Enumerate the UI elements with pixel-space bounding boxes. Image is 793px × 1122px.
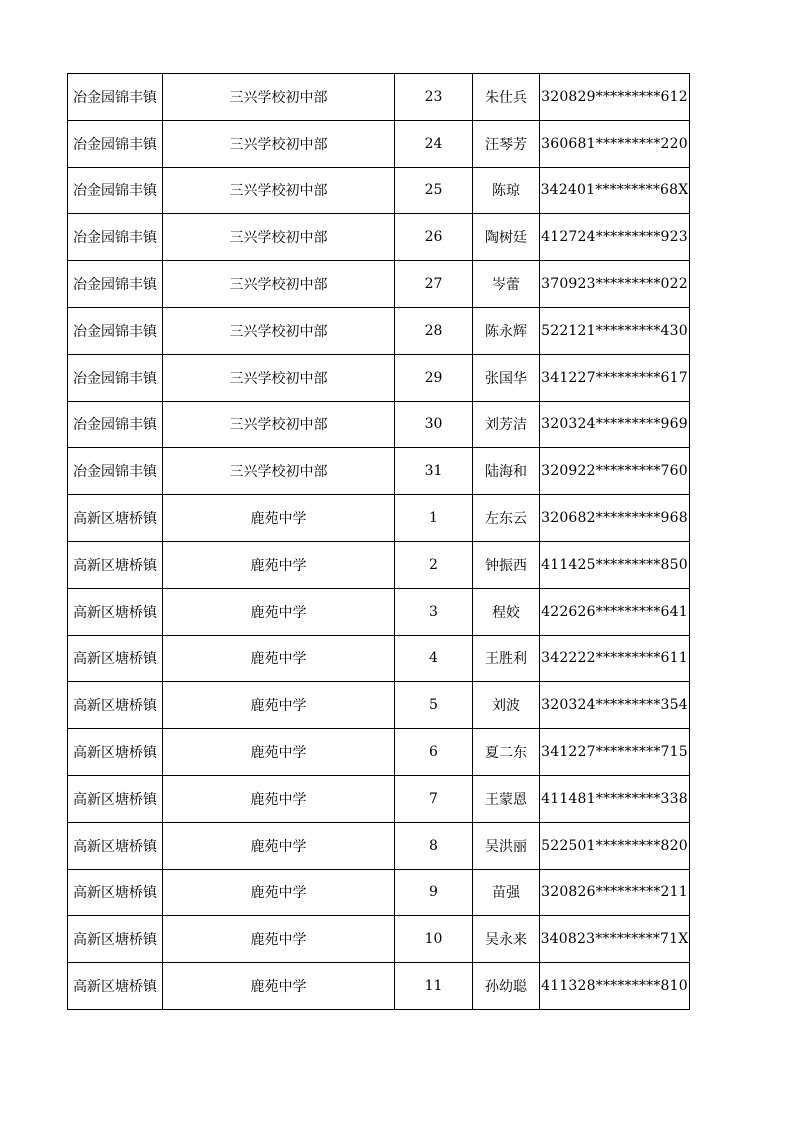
name-cell: 汪琴芳 — [473, 120, 540, 167]
roster-table — [67, 73, 690, 1010]
name-cell: 孙幼聪 — [473, 963, 540, 1010]
name-cell: 吴永来 — [473, 916, 540, 963]
table-row — [68, 307, 690, 354]
table-row — [68, 448, 690, 495]
school-cell: 鹿苑中学 — [163, 635, 395, 682]
school-cell: 鹿苑中学 — [163, 588, 395, 635]
name-cell: 王蒙恩 — [473, 775, 540, 822]
school-cell: 三兴学校初中部 — [163, 167, 395, 214]
town-cell: 冶金园锦丰镇 — [68, 74, 163, 121]
number-cell: 5 — [395, 682, 473, 729]
id-number-cell: 341227*********617 — [540, 354, 690, 401]
number-cell: 28 — [395, 307, 473, 354]
id-number-cell: 320829*********612 — [540, 74, 690, 121]
town-cell: 高新区塘桥镇 — [68, 495, 163, 542]
number-cell: 4 — [395, 635, 473, 682]
town-cell: 冶金园锦丰镇 — [68, 354, 163, 401]
school-cell: 鹿苑中学 — [163, 729, 395, 776]
table-row — [68, 354, 690, 401]
name-cell: 陈永辉 — [473, 307, 540, 354]
id-number-cell: 320826*********211 — [540, 869, 690, 916]
number-cell: 29 — [395, 354, 473, 401]
number-cell: 2 — [395, 541, 473, 588]
school-cell: 鹿苑中学 — [163, 682, 395, 729]
number-cell: 26 — [395, 214, 473, 261]
number-cell: 10 — [395, 916, 473, 963]
town-cell: 冶金园锦丰镇 — [68, 214, 163, 261]
table-row — [68, 541, 690, 588]
table-row — [68, 635, 690, 682]
id-number-cell: 522501*********820 — [540, 822, 690, 869]
id-number-cell: 412724*********923 — [540, 214, 690, 261]
town-cell: 高新区塘桥镇 — [68, 635, 163, 682]
town-cell: 冶金园锦丰镇 — [68, 167, 163, 214]
town-cell: 冶金园锦丰镇 — [68, 448, 163, 495]
name-cell: 王胜利 — [473, 635, 540, 682]
id-number-cell: 340823*********71X — [540, 916, 690, 963]
school-cell: 鹿苑中学 — [163, 775, 395, 822]
table-row — [68, 74, 690, 121]
town-cell: 高新区塘桥镇 — [68, 541, 163, 588]
id-number-cell: 370923*********022 — [540, 261, 690, 308]
town-cell: 冶金园锦丰镇 — [68, 307, 163, 354]
id-number-cell: 342401*********68X — [540, 167, 690, 214]
number-cell: 7 — [395, 775, 473, 822]
table-row — [68, 682, 690, 729]
number-cell: 6 — [395, 729, 473, 776]
name-cell: 陆海和 — [473, 448, 540, 495]
town-cell: 高新区塘桥镇 — [68, 963, 163, 1010]
name-cell: 左东云 — [473, 495, 540, 542]
number-cell: 24 — [395, 120, 473, 167]
id-number-cell: 411328*********810 — [540, 963, 690, 1010]
school-cell: 鹿苑中学 — [163, 869, 395, 916]
town-cell: 高新区塘桥镇 — [68, 916, 163, 963]
id-number-cell: 522121*********430 — [540, 307, 690, 354]
school-cell: 三兴学校初中部 — [163, 74, 395, 121]
id-number-cell: 320324*********969 — [540, 401, 690, 448]
school-cell: 三兴学校初中部 — [163, 261, 395, 308]
table-row — [68, 869, 690, 916]
table-row — [68, 214, 690, 261]
school-cell: 鹿苑中学 — [163, 963, 395, 1010]
town-cell: 高新区塘桥镇 — [68, 869, 163, 916]
number-cell: 8 — [395, 822, 473, 869]
name-cell: 夏二东 — [473, 729, 540, 776]
table-row — [68, 963, 690, 1010]
school-cell: 鹿苑中学 — [163, 495, 395, 542]
name-cell: 刘芳洁 — [473, 401, 540, 448]
table-row — [68, 495, 690, 542]
town-cell: 高新区塘桥镇 — [68, 682, 163, 729]
name-cell: 苗强 — [473, 869, 540, 916]
table-row — [68, 588, 690, 635]
town-cell: 高新区塘桥镇 — [68, 775, 163, 822]
id-number-cell: 342222*********611 — [540, 635, 690, 682]
school-cell: 三兴学校初中部 — [163, 448, 395, 495]
name-cell: 张国华 — [473, 354, 540, 401]
school-cell: 三兴学校初中部 — [163, 401, 395, 448]
school-cell: 鹿苑中学 — [163, 822, 395, 869]
id-number-cell: 320922*********760 — [540, 448, 690, 495]
table-row — [68, 401, 690, 448]
id-number-cell: 411425*********850 — [540, 541, 690, 588]
town-cell: 高新区塘桥镇 — [68, 588, 163, 635]
name-cell: 钟振西 — [473, 541, 540, 588]
number-cell: 3 — [395, 588, 473, 635]
name-cell: 岑蕾 — [473, 261, 540, 308]
number-cell: 27 — [395, 261, 473, 308]
number-cell: 11 — [395, 963, 473, 1010]
town-cell: 冶金园锦丰镇 — [68, 120, 163, 167]
town-cell: 高新区塘桥镇 — [68, 729, 163, 776]
town-cell: 高新区塘桥镇 — [68, 822, 163, 869]
name-cell: 程姣 — [473, 588, 540, 635]
number-cell: 30 — [395, 401, 473, 448]
number-cell: 23 — [395, 74, 473, 121]
table-row — [68, 916, 690, 963]
table-row — [68, 120, 690, 167]
name-cell: 朱仕兵 — [473, 74, 540, 121]
id-number-cell: 411481*********338 — [540, 775, 690, 822]
school-cell: 三兴学校初中部 — [163, 354, 395, 401]
id-number-cell: 320682*********968 — [540, 495, 690, 542]
school-cell: 鹿苑中学 — [163, 916, 395, 963]
name-cell: 陶树廷 — [473, 214, 540, 261]
school-cell: 三兴学校初中部 — [163, 120, 395, 167]
table-row — [68, 729, 690, 776]
school-cell: 三兴学校初中部 — [163, 214, 395, 261]
roster-table-body — [68, 74, 690, 1010]
number-cell: 9 — [395, 869, 473, 916]
id-number-cell: 360681*********220 — [540, 120, 690, 167]
school-cell: 三兴学校初中部 — [163, 307, 395, 354]
id-number-cell: 341227*********715 — [540, 729, 690, 776]
town-cell: 冶金园锦丰镇 — [68, 261, 163, 308]
name-cell: 刘波 — [473, 682, 540, 729]
id-number-cell: 422626*********641 — [540, 588, 690, 635]
town-cell: 冶金园锦丰镇 — [68, 401, 163, 448]
school-cell: 鹿苑中学 — [163, 541, 395, 588]
name-cell: 陈琼 — [473, 167, 540, 214]
id-number-cell: 320324*********354 — [540, 682, 690, 729]
table-row — [68, 167, 690, 214]
table-row — [68, 775, 690, 822]
table-row — [68, 822, 690, 869]
number-cell: 31 — [395, 448, 473, 495]
name-cell: 吴洪丽 — [473, 822, 540, 869]
table-row — [68, 261, 690, 308]
number-cell: 1 — [395, 495, 473, 542]
number-cell: 25 — [395, 167, 473, 214]
